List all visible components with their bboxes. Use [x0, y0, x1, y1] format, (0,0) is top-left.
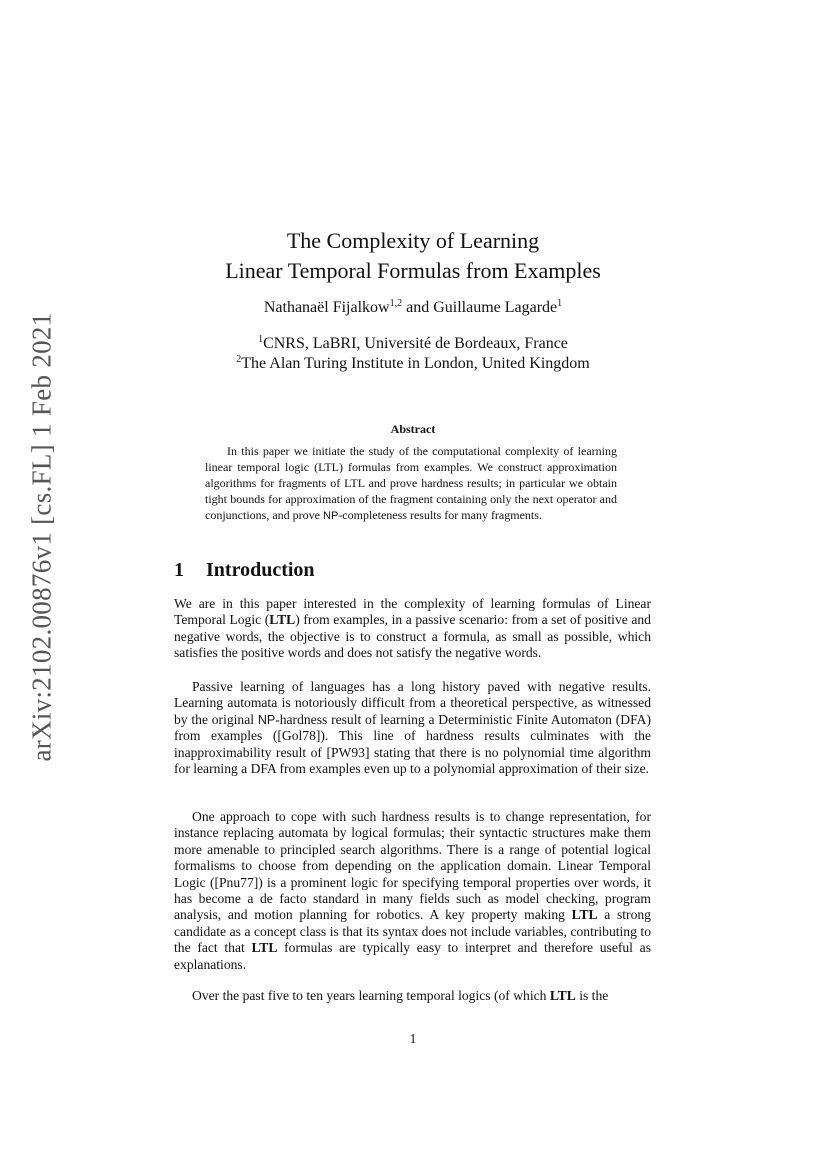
abstract-body [205, 443, 617, 524]
affiliation-1 [0, 334, 826, 354]
p3-ltl-2: LTL [251, 940, 278, 956]
affiliation-2-text: The Alan Turing Institute in London, United Kingdom [241, 355, 590, 372]
p1-text-b: ) from examples, in a passive scenario: from a set of positive and negative words, the objective is to construct a formula, as small as possible, which satisfies the positive words and does not satisfy the negative words. [174, 612, 651, 661]
abstract-text-a: In this paper we initiate the study of the computational complexity of learning linear temporal logic (LTL) formulas from examples. We construct approximation algorithms for fragments of LTL and prove hardness results; in particular we obtain tight bounds for approximation of the fragment containing only the next operator and conjunctions, and prove [205, 444, 617, 522]
author-1-affil-marks: 1,2 [389, 298, 403, 309]
p3-text-c: formulas are typically easy to interpret and therefore useful as explanations. [174, 940, 651, 972]
paper-title [0, 226, 826, 286]
abstract-np: NP [322, 510, 339, 522]
affiliation-2-mark: 2 [236, 354, 242, 365]
arxiv-identifier: arXiv:2102.00876v1 [cs.FL] 1 Feb 2021 [26, 312, 57, 762]
p1-ltl: LTL [269, 612, 296, 628]
author-list [0, 299, 826, 317]
page-number: 1 [409, 1031, 417, 1046]
abstract-heading: Abstract [390, 422, 436, 436]
paragraph-4 [174, 988, 651, 1004]
p2-text-a: Passive learning of languages has a long history paved with negative results. Learning automata is notoriously difficult from a theoretical perspective, as witnessed by the original [174, 679, 651, 727]
paragraph-3 [174, 809, 651, 973]
p3-ltl-1: LTL [571, 907, 598, 923]
p3-text-b: a strong candidate as a concept class is that its syntax does not include variables, contributing to the fact that [174, 907, 651, 956]
title-line-2: Linear Temporal Formulas from Examples [225, 258, 601, 283]
affiliation-1-text: CNRS, LaBRI, Université de Bordeaux, France [263, 335, 568, 352]
title-line-1: The Complexity of Learning [286, 228, 540, 253]
p2-np: NP [257, 712, 276, 727]
affiliation-1-mark: 1 [258, 334, 264, 345]
section-heading [174, 559, 315, 582]
author-2: Guillaume Lagarde [433, 299, 558, 316]
author-2-affil-marks: 1 [557, 298, 563, 309]
p1-text-a: We are in this paper interested in the complexity of learning formulas of Linear Temporal Logic ( [174, 596, 651, 628]
author-1: Nathanaël Fijalkow [263, 299, 390, 316]
p2-text-b: -hardness result of learning a Deterministic Finite Automaton (DFA) from examples ([Gol78]). This line of hardness results culminates with the inapproximability result of [PW93] stating that there is no polynomial time algorithm for learning a DFA from examples even up to a polynomial approximation of their size. [174, 711, 651, 777]
abstract-text-b: -completeness results for many fragments. [338, 508, 542, 522]
affiliations [0, 334, 826, 374]
paragraph-2 [174, 679, 651, 777]
paragraph-1 [174, 596, 651, 662]
p4-ltl: LTL [549, 988, 576, 1003]
affiliation-2 [0, 354, 826, 374]
p4-text-b: is the [575, 988, 609, 1003]
section-number: 1 [174, 559, 184, 581]
section-title: Introduction [206, 559, 315, 581]
p4-text-a: Over the past five to ten years learning temporal logics (of which [192, 988, 550, 1003]
p3-text-a: One approach to cope with such hardness results is to change representation, for instance replacing automata by logical formulas; their syntactic structures make them more amenable to principled search algorithms. There is a range of potential logical formalisms to choose from depending on the application domain. Linear Temporal Logic ([Pnu77]) is a prominent logic for specifying temporal properties over words, it has become a de facto standard in many fields such as model checking, program analysis, and motion planning for robotics. A key property making [174, 809, 651, 923]
author-conjunction: and [406, 299, 430, 316]
